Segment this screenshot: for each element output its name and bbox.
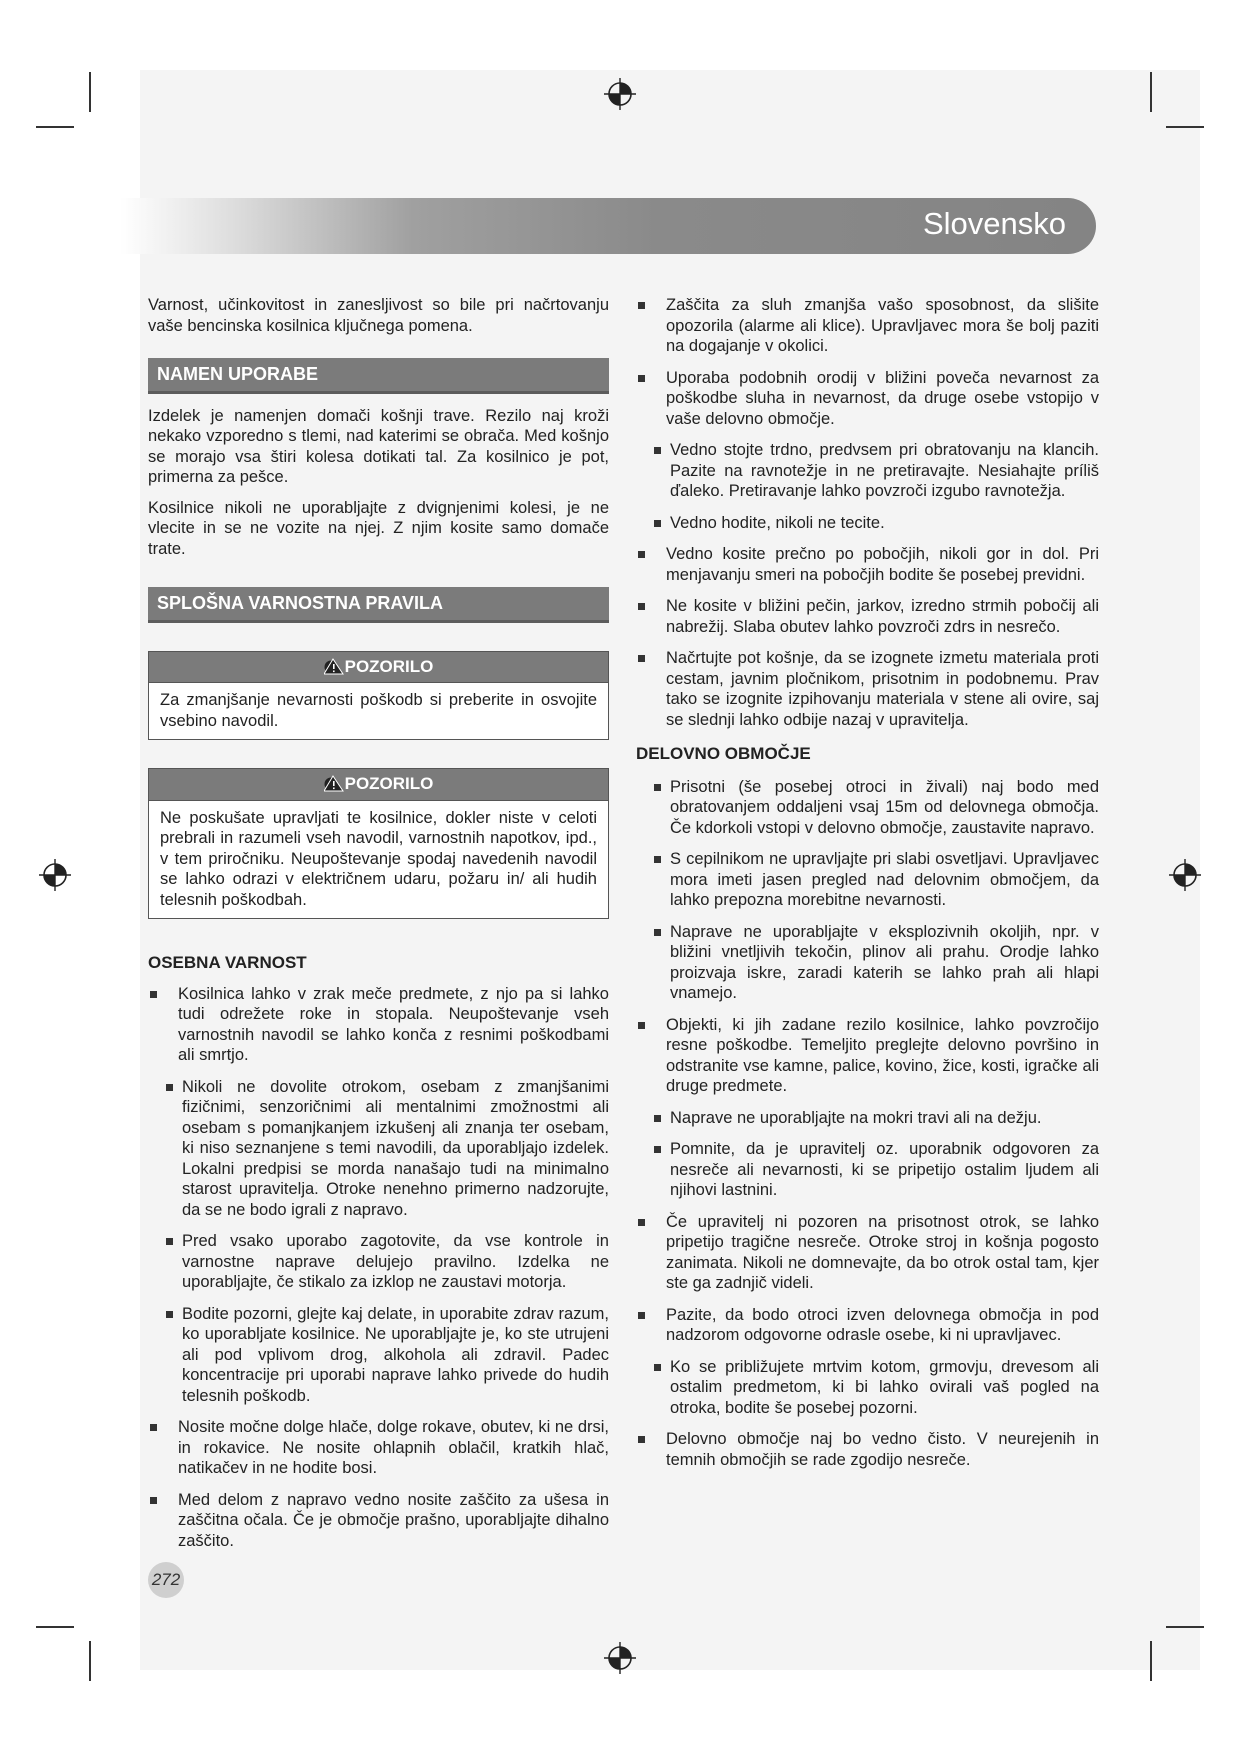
bullet-item: Pred vsako uporabo zagotovite, da vse kontrole in varnostne naprave delujejo pravilno. Izdelka ne uporabljajte, če stikalo za izklop ne zaustavi motorja. <box>164 1231 609 1293</box>
registration-mark-icon <box>603 1641 637 1675</box>
language-title: Slovensko <box>922 206 1066 241</box>
subheading-osebna-varnost: OSEBNA VARNOST <box>148 953 307 972</box>
warning-box <box>148 768 609 919</box>
warning-symbol-icon <box>324 657 344 675</box>
crop-mark <box>1166 1626 1204 1628</box>
bullet-item: Kosilnica lahko v zrak meče predmete, z njo pa si lahko tudi odrežete roke in stopala. Neupoštevanje vseh varnostnih navodil se lahko konča z resnimi poškodbami ali smrtjo. <box>148 984 609 1066</box>
warning-header <box>149 652 608 684</box>
intro-paragraph: Varnost, učinkovitost in zanesljivost so bile pri načrtovanju vaše bencinska kosilnica ključnega pomena. <box>148 296 609 335</box>
crop-mark <box>1150 72 1152 112</box>
section-heading-splosna-varnostna-pravila: SPLOŠNA VARNOSTNA PRAVILA <box>148 587 609 623</box>
warning-text: Za zmanjšanje nevarnosti poškodb si preberite in osvojite vsebino navodil. <box>160 691 597 730</box>
bullet-item: Uporaba podobnih orodij v bližini poveča nevarnost za poškodbe sluha in nevarnost, da druge osebe vstopijo v vaše delovno območje. <box>636 368 1099 430</box>
bullet-item: Ne kosite v bližini pečin, jarkov, izredno strmih pobočij ali nabrežij. Slaba obutev lahko povzroči zdrs in nesrečo. <box>636 596 1099 637</box>
crop-mark <box>89 1641 91 1681</box>
bullet-item: Naprave ne uporabljajte v eksplozivnih okoljih, npr. v bližini vnetljivih tekočin, plinov ali prahu. Orodje lahko proizvaja iskre, zaradi katerih se lahko prah ali hlapi vnamejo. <box>652 922 1099 1004</box>
bullet-item: Vedno hodite, nikoli ne tecite. <box>652 513 1099 534</box>
crop-mark <box>36 1626 74 1628</box>
crop-mark <box>1150 1641 1152 1681</box>
bullet-item: Zaščita za sluh zmanjša vašo sposobnost, da slišite opozorila (alarme ali klice). Upravljavec mora še bolj paziti na dogajanje v okolici. <box>636 295 1099 357</box>
bullet-item: Ko se približujete mrtvim kotom, grmovju, drevesom ali ostalim predmetom, ki bi lahko ovirali vaš pogled na otroka, bodite še posebej pozorni. <box>652 1357 1099 1419</box>
bullet-item: Nosite močne dolge hlače, dolge rokave, obutev, ki ne drsi, in rokavice. Ne nosite ohlapnih oblačil, kratkih hlač, natikačev in ne hodite bosi. <box>148 1417 609 1479</box>
bullet-item: Prisotni (še posebej otroci in živali) naj bodo med obratovanjem oddaljeni vsaj 15m od delovnega območja. Če kdorkoli vstopi v delovno območje, zaustavite napravo. <box>652 777 1099 839</box>
language-header-band <box>120 198 1096 254</box>
bullet-item: Naprave ne uporabljajte na mokri travi ali na dežju. <box>652 1108 1099 1129</box>
subheading-delovno-obmocje: DELOVNO OBMOČJE <box>636 744 811 763</box>
bullet-item: Bodite pozorni, glejte kaj delate, in uporabite zdrav razum, ko uporabljate kosilnice. Ne uporabljajte je, ko ste utrujeni ali pod vplivom drog, alkohola ali zdravil. Padec koncentracije pri uporabi naprave lahko privede do hudih telesnih poškodb. <box>164 1304 609 1407</box>
crop-mark <box>36 126 74 128</box>
registration-mark-icon <box>603 77 637 111</box>
warning-title: POZORILO <box>344 774 434 793</box>
registration-mark-icon <box>38 858 72 892</box>
warning-text: Ne poskušate upravljati te kosilnice, dokler niste v celoti prebrali in razumeli vseh navodil, varnostnih napotkov, ipd., v tem priročniku. Neupoštevanje spodaj navedenih navodil se lahko odrazi v električnem udaru, požaru in/ ali hudih telesnih poškodbah. <box>160 808 597 909</box>
section-heading-namen-uporabe: NAMEN UPORABE <box>148 358 609 394</box>
warning-header <box>149 769 608 801</box>
bullet-item: Med delom z napravo vedno nosite zaščito za ušesa in zaščitna očala. Če je območje prašno, uporabljajte dihalno zaščito. <box>148 1490 609 1552</box>
bullet-item: Če upravitelj ni pozoren na prisotnost otrok, se lahko pripetijo tragične nesreče. Otroke stroj in košnja pogosto zanimata. Nikoli ne domnevajte, da bo otrok ostal tam, kjer ste ga zadnjič videli. <box>636 1212 1099 1294</box>
bullet-item: Pomnite, da je upravitelj oz. uporabnik odgovoren za nesreče ali nevarnosti, ki se pripetijo ostalim ljudem ali njihovi lastnini. <box>652 1139 1099 1201</box>
registration-mark-icon <box>1168 858 1202 892</box>
page-number: 272 <box>148 1562 184 1598</box>
bullet-item: Objekti, ki jih zadane rezilo kosilnice, lahko povzročijo resne poškodbe. Temeljito preglejte delovno površino in odstranite vse kamne, palice, kovino, žice, kosti, igračke ali druge predmete. <box>636 1015 1099 1097</box>
bullet-item: Delovno območje naj bo vedno čisto. V neurejenih in temnih območjih se rade zgodijo nesreče. <box>636 1429 1099 1470</box>
paragraph: Izdelek je namenjen domači košnji trave. Rezilo naj kroži nekako vzporedno s tlemi, nad katerimi se obrača. Med košnjo se morajo vsa štiri kolesa dotikati tal. Za kosilnico je pot, primerna za pešce. <box>148 406 609 486</box>
paragraph: Kosilnice nikoli ne uporabljajte z dvignjenimi kolesi, je ne vlecite in se ne vozite na njej. Z njim kosite samo domače trate. <box>148 498 609 558</box>
bullet-item: S cepilnikom ne upravljajte pri slabi osvetljavi. Upravljavec mora imeti jasen pregled nad delovnim območjem, da lahko prepozna morebitne nevarnosti. <box>652 849 1099 911</box>
crop-mark <box>89 72 91 112</box>
warning-title: POZORILO <box>344 656 434 676</box>
bullet-item: Vedno kosite prečno po pobočjih, nikoli gor in dol. Pri menjavanju smeri na pobočjih bodite še posebej previdni. <box>636 544 1099 585</box>
bullet-item: Vedno stojte trdno, predvsem pri obratovanju na klancih. Pazite na ravnotežje in ne pretiravajte. Nesiahajte príliš ďaleko. Pretiravanje lahko povzroči izgubo ravnotežja. <box>652 440 1099 502</box>
warning-symbol-icon <box>324 774 344 792</box>
crop-mark <box>1166 126 1204 128</box>
bullet-item: Pazite, da bodo otroci izven delovnega območja in pod nadzorom odgovorne odrasle osebe, ki ni upravljavec. <box>636 1305 1099 1346</box>
bullet-item: Nikoli ne dovolite otrokom, osebam z zmanjšanimi fizičnimi, senzoričnimi ali mentalnimi zmožnostmi ali osebam s pomanjkanjem izkušenj ali znanja ter osebam, ki niso seznanjene s temi navodili, da uporabljajo izdelek. Lokalni predpisi se morda nanašajo tudi na minimalno starost upravitelja. Otroke nenehno primerno nadzorujte, da se ne bodo igrali z napravo. <box>164 1077 609 1221</box>
right-column <box>636 295 1099 1481</box>
left-column <box>148 295 609 1562</box>
warning-box <box>148 651 609 741</box>
bullet-item: Načrtujte pot košnje, da se izognete izmetu materiala proti cestam, javnim pločnikom, prisotnim in podobnemu. Prav tako se izognite izpihovanju materiala v stene ali ovire, saj se slednji lahko odbije nazaj v upravitelja. <box>636 648 1099 730</box>
